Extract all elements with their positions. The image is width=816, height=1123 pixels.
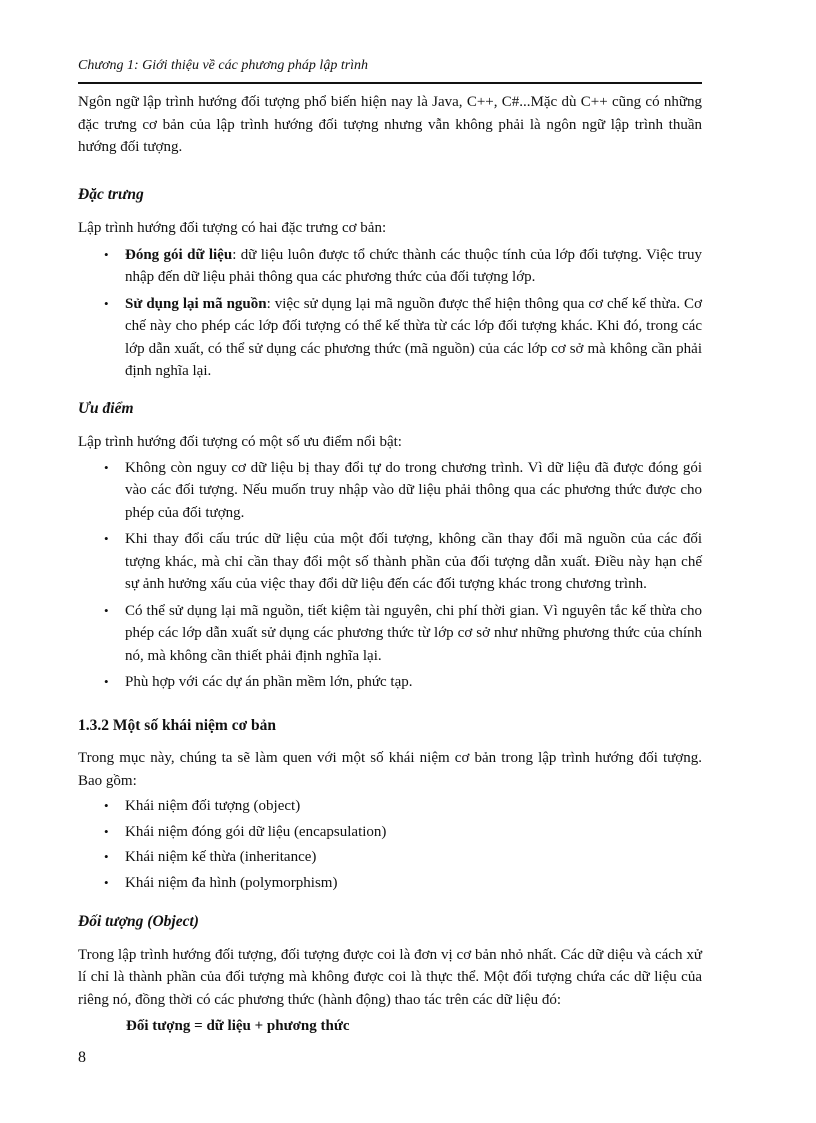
list-item	[78, 795, 702, 818]
bullet-icon: •	[104, 295, 109, 311]
page-number: 8	[78, 1049, 86, 1066]
object-heading: Đối tượng (Object)	[78, 913, 199, 930]
list-item	[78, 671, 702, 694]
bullet-icon: •	[104, 874, 109, 890]
object-paragraph: Trong lập trình hướng đối tượng, đối tượng được coi là đơn vị cơ bản nhỏ nhất. Các dữ diệu và cách xử lí chỉ là thành phần của đối tượng mà không được coi là thực thể. Một đối tượng chứa các dữ liệu của riêng nó, đồng thời có các phương thức (hành động) thao tác trên các dữ liệu đó:	[78, 946, 702, 1008]
concepts-list	[78, 795, 702, 894]
bullet-icon: •	[104, 823, 109, 839]
object-formula: Đối tượng = dữ liệu + phương thức	[126, 1018, 350, 1034]
concept-text: Khái niệm đa hình (polymorphism)	[125, 874, 338, 891]
advantages-list	[78, 457, 702, 694]
features-intro: Lập trình hướng đối tượng có hai đặc trưng cơ bản:	[78, 220, 387, 236]
page-body	[78, 91, 702, 1038]
list-item	[78, 457, 702, 525]
advantages-intro: Lập trình hướng đối tượng có một số ưu điểm nổi bật:	[78, 434, 402, 450]
basic-concepts-heading: 1.3.2 Một số khái niệm cơ bản	[78, 716, 277, 734]
feature-term: Sử dụng lại mã nguồn	[125, 295, 267, 312]
basic-concepts-intro: Trong mục này, chúng ta sẽ làm quen với một số khái niệm cơ bản trong lập trình hướng đối tượng. Bao gồm:	[78, 750, 702, 789]
bullet-icon: •	[104, 849, 109, 864]
concept-text: Khái niệm đóng gói dữ liệu (encapsulation)	[125, 823, 387, 840]
feature-term: Đóng gói dữ liệu	[125, 246, 233, 263]
advantage-text: Có thể sử dụng lại mã nguồn, tiết kiệm tài nguyên, chi phí thời gian. Vì nguyên tắc kế thừa cho phép các lớp dẫn xuất sử dụng các phương thức từ lớp cơ sở như những phương thức của chính nó, mà không cần thiết phải định nghĩa lại.	[125, 602, 702, 664]
advantage-text: Không còn nguy cơ dữ liệu bị thay đổi tự do trong chương trình. Vì dữ liệu đã được đóng gói vào các đối tượng. Nếu muốn truy nhập vào dữ liệu phải thông qua các phương thức được cho phép của đối tượng.	[125, 459, 702, 521]
bullet-icon: •	[104, 602, 109, 618]
list-item	[78, 821, 702, 844]
intro-paragraph: Ngôn ngữ lập trình hướng đối tượng phổ biến hiện nay là Java, C++, C#...Mặc dù C++ cũng có những đặc trưng cơ bản của lập trình hướng đối tượng nhưng vẫn không phải là ngôn ngữ lập trình thuần hướng đối tượng.	[78, 94, 702, 155]
advantage-text: Khi thay đổi cấu trúc dữ liệu của một đối tượng, không cần thay đổi mã nguồn của các đối tượng khác, mà chỉ cần thay đổi một số thành phần của đối tượng dẫn xuất. Điều này hạn chế sự ảnh hưởng xấu của việc thay đổi dữ liệu đến các đối tượng khác trong chương trình.	[125, 531, 702, 592]
advantages-heading: Ưu điểm	[78, 399, 134, 417]
list-item	[78, 846, 702, 869]
feature-text: : dữ liệu luôn được tổ chức thành các thuộc tính của lớp đối tượng. Việc truy nhập đến dữ liệu phải thông qua các phương thức của đối tượng lớp.	[125, 246, 702, 285]
features-heading: Đặc trưng	[78, 185, 144, 203]
list-item	[78, 528, 702, 596]
list-item	[78, 872, 702, 895]
bullet-icon: •	[104, 246, 109, 262]
concept-text: Khái niệm kế thừa (inheritance)	[125, 849, 317, 865]
concept-text: Khái niệm đối tượng (object)	[125, 798, 301, 814]
running-header: Chương 1: Giới thiệu về các phương pháp lập trình	[78, 58, 369, 73]
header-divider	[78, 82, 702, 84]
list-item	[78, 244, 702, 289]
advantage-text: Phù hợp với các dự án phần mềm lớn, phức tạp.	[125, 674, 413, 690]
bullet-icon: •	[104, 459, 109, 475]
bullet-icon: •	[104, 674, 109, 689]
list-item	[78, 600, 702, 668]
bullet-icon: •	[104, 798, 109, 813]
list-item	[78, 293, 702, 383]
bullet-icon: •	[104, 531, 109, 546]
features-list	[78, 244, 702, 383]
feature-text: : việc sử dụng lại mã nguồn được thể hiện thông qua cơ chế kế thừa. Cơ chế này cho phép các lớp đối tượng có thể kế thừa từ các lớp đối tượng khác. Khi đó, trong các lớp dẫn xuất, có thể sử dụng các phương thức (mã nguồn) của các lớp cơ sở mà không cần phải định nghĩa lại.	[125, 295, 702, 379]
